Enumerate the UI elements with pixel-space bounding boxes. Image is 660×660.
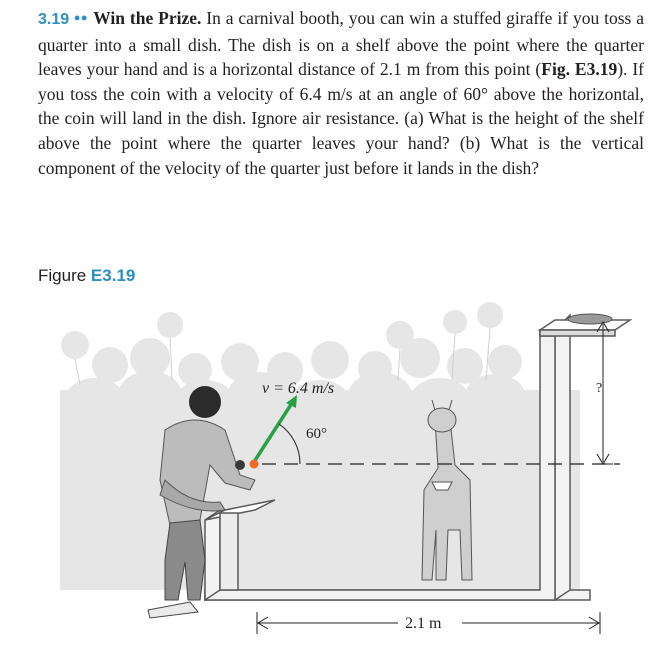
problem-body-1: In a carnival booth, you can win a stuffed giraffe if you toss a quarter into a small dish. The dish is on a shelf above the point where the quarter leaves your hand and is a horizontal distance of 2.1 m from this point ( — [38, 8, 644, 80]
distance-label: 2.1 m — [405, 615, 442, 632]
problem-title: Win the Prize. — [93, 8, 202, 28]
difficulty-dots: •• — [74, 8, 89, 28]
caption-number: E3.19 — [90, 266, 136, 285]
figure-caption — [38, 266, 135, 286]
velocity-label: v = 6.4 m/s — [262, 380, 335, 397]
caption-prefix: Figure — [38, 266, 91, 285]
height-label: ? — [596, 381, 603, 396]
problem-number: 3.19 — [38, 11, 70, 28]
figure-reference: Fig. E3.19 — [541, 59, 618, 80]
problem-body-2: ). If you toss the coin with a velocity of 6.4 m/s at an angle of 60° above the horizontal, the coin will land in the dish. Ignore air resistance. (a) What is the height of the shelf above the point where the quarter leaves your hand? (b) What is the vertical component of the velocity of the quarter just before it lands in the dish? — [38, 59, 645, 178]
dish — [568, 314, 612, 324]
crowd-silhouette — [60, 302, 580, 590]
problem-text — [38, 6, 644, 180]
angle-label: 60° — [306, 426, 327, 442]
figure-illustration — [0, 300, 660, 650]
